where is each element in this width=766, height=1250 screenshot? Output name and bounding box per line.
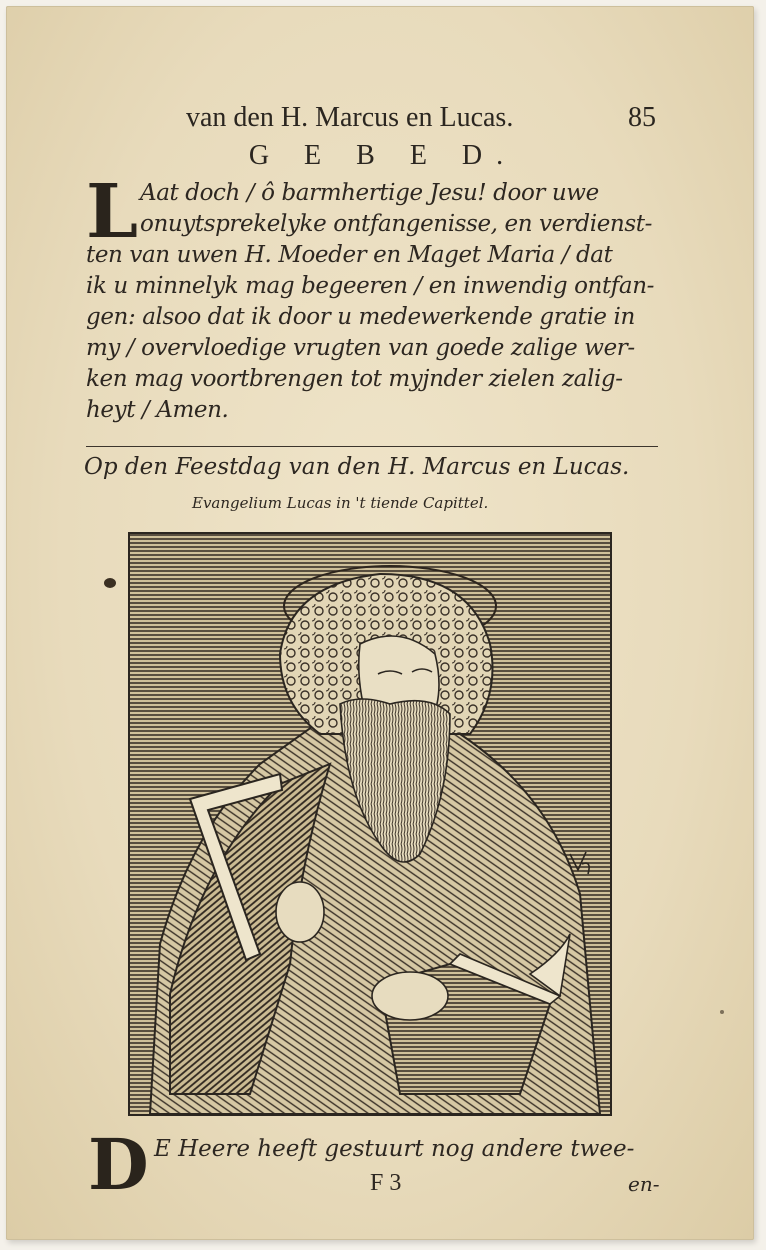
prayer-line: onuytsprekelyke ontfangenisse, en verdienst-: [140, 211, 652, 237]
ink-spot: [104, 578, 116, 588]
bottom-text-line: E Heere heeft gestuurt nog andere twee-: [154, 1136, 635, 1162]
next-section-opening: [88, 1123, 668, 1210]
feast-title: Op den Feestdag van den H. Marcus en Lucas.: [84, 454, 630, 480]
prayer-dropcap: L: [86, 169, 139, 255]
catchword: en-: [628, 1172, 660, 1196]
bottom-dropcap: D: [88, 1123, 149, 1206]
running-head: van den H. Marcus en Lucas.: [186, 102, 514, 133]
page-number: 85: [628, 102, 656, 133]
section-rule: [86, 446, 658, 447]
signature-mark: F 3: [370, 1170, 402, 1196]
prayer-line: ik u minnelyk mag begeeren / en inwendig ontfan-: [86, 273, 654, 299]
prayer-text: [86, 169, 666, 426]
prayer-line: ten van uwen H. Moeder en Maget Maria / dat: [86, 242, 613, 268]
gospel-reference: Evangelium Lucas in 't tiende Capittel.: [192, 494, 489, 512]
prayer-line: gen: alsoo dat ik door u medewerkende gratie in: [86, 304, 635, 330]
prayer-line: Aat doch / ô barmhertige Jesu! door uwe: [140, 180, 599, 206]
saint-woodcut-image: [130, 534, 610, 1114]
woodcut-illustration: [128, 532, 612, 1116]
ink-spot: [720, 1010, 724, 1014]
prayer-line: my / overvloedige vrugten van goede zalige wer-: [86, 335, 635, 361]
prayer-line: ken mag voortbrengen tot myjnder zielen zalig-: [86, 366, 623, 392]
page-header: [0, 98, 766, 138]
prayer-title: G E B E D.: [248, 140, 518, 171]
prayer-line: heyt / Amen.: [86, 397, 229, 423]
